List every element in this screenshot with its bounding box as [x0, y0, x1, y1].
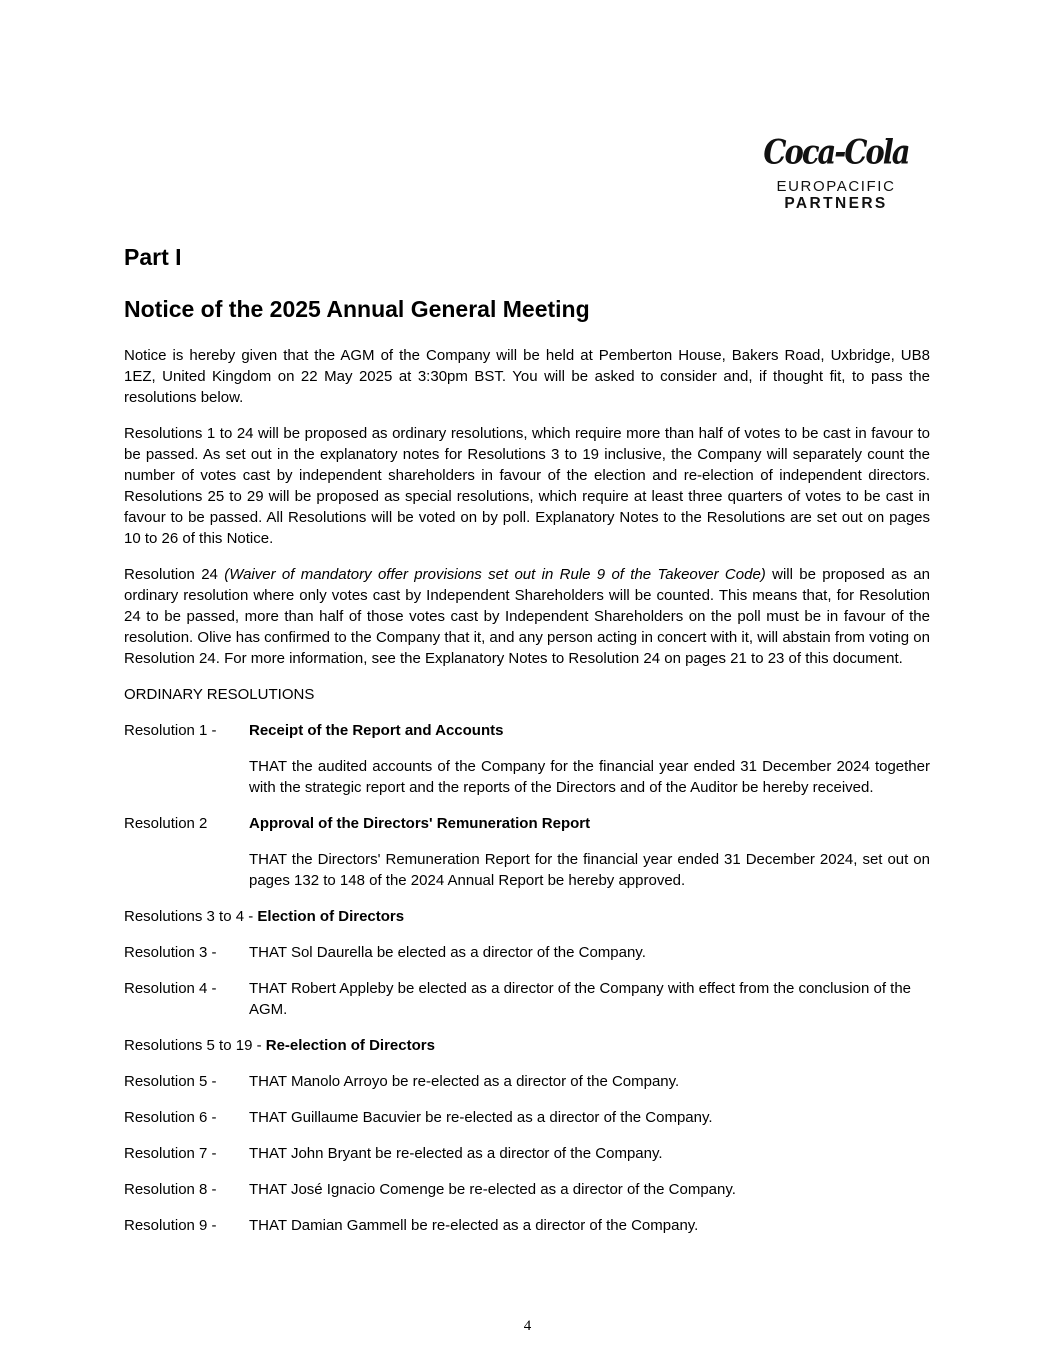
resolution-2-body: THAT the Directors' Remuneration Report for the financial year ended 31 December 2024, set out on pages 132 to 148 of the 2024 Annual Report be hereby approved.	[249, 851, 930, 889]
intro-paragraph-1: Notice is hereby given that the AGM of the Company will be held at Pemberton House, Bakers Road, Uxbridge, UB8 1EZ, United Kingdom on 22 May 2025 at 3:30pm BST. You will be asked to consider and, if thought fit, to pass the resolutions below.	[124, 347, 930, 406]
resolution-5-row	[124, 1071, 930, 1092]
resolution-1-title: Receipt of the Report and Accounts	[249, 722, 504, 739]
resolution-8-label: Resolution 8 -	[124, 1181, 217, 1198]
group-heading-election-prefix: Resolutions 3 to 4 -	[124, 908, 258, 925]
resolution-6-row	[124, 1107, 930, 1128]
resolution-1-main	[249, 720, 930, 798]
resolution-3-text: THAT Sol Daurella be elected as a director of the Company.	[249, 944, 646, 961]
paragraph-3-suffix: will be proposed as an ordinary resolution where only votes cast by Independent Shareholders will be counted. This means that, for Resolution 24 to be passed, more than half of those votes cast by Independent Shareholders on the poll must be in favour of the resolution. Olive has confirmed to the Company that it, and any person acting in concert with it, will abstain from voting on Resolution 24. For more information, see the Explanatory Notes to Resolution 24 on pages 21 to 23 of this document.	[124, 566, 930, 667]
group-heading-election	[124, 906, 930, 927]
coca-cola-script-wordmark: Coca-Cola	[763, 132, 909, 172]
resolution-3-row	[124, 942, 930, 963]
paragraph-3-prefix: Resolution 24	[124, 566, 225, 583]
resolution-5-text: THAT Manolo Arroyo be re-elected as a director of the Company.	[249, 1073, 680, 1090]
resolution-9-row	[124, 1215, 930, 1236]
resolution-1-body: THAT the audited accounts of the Company for the financial year ended 31 December 2024 together with the strategic report and the reports of the Directors and of the Auditor be hereby received.	[249, 758, 930, 796]
resolution-7-label: Resolution 7 -	[124, 1145, 217, 1162]
resolution-7-text: THAT John Bryant be re-elected as a director of the Company.	[249, 1145, 663, 1162]
page-number: 4	[523, 1318, 532, 1334]
resolution-4-row	[124, 978, 930, 1020]
resolution-2-row	[124, 813, 930, 891]
resolution-4-label: Resolution 4 -	[124, 980, 217, 997]
resolution-6-label: Resolution 6 -	[124, 1109, 217, 1126]
intro-paragraph-2: Resolutions 1 to 24 will be proposed as ordinary resolutions, which require more than half of votes to be cast in favour to be passed. As set out in the explanatory notes for Resolutions 3 to 19 inclusive, the Company will separately count the number of votes cast by independent shareholders in favour of the election and re-election of independent directors. Resolutions 25 to 29 will be proposed as special resolutions, which require at least three quarters of votes to be cast in favour to be passed. All Resolutions will be voted on by poll. Explanatory Notes to the Resolutions are set out on pages 10 to 26 of this Notice.	[124, 425, 930, 547]
resolution-2-label: Resolution 2	[124, 815, 208, 832]
resolution-9-text: THAT Damian Gammell be re-elected as a director of the Company.	[249, 1217, 699, 1234]
group-heading-reelection-prefix: Resolutions 5 to 19 -	[124, 1037, 266, 1054]
resolution-1-label: Resolution 1 -	[124, 722, 217, 739]
resolution-4-text: THAT Robert Appleby be elected as a director of the Company with effect from the conclusion of the AGM.	[249, 980, 912, 1018]
part-heading: Part I	[124, 244, 182, 270]
resolution-9-label: Resolution 9 -	[124, 1217, 217, 1234]
group-heading-reelection	[124, 1035, 930, 1056]
logo-partners-text: PARTNERS	[784, 195, 888, 212]
resolution-5-label: Resolution 5 -	[124, 1073, 217, 1090]
company-logo	[760, 126, 912, 213]
resolution-6-text: THAT Guillaume Bacuvier be re-elected as a director of the Company.	[249, 1109, 713, 1126]
resolution-2-title: Approval of the Directors' Remuneration Report	[249, 815, 591, 832]
resolution-3-label: Resolution 3 -	[124, 944, 217, 961]
resolution-8-row	[124, 1179, 930, 1200]
logo-europacific-text: EUROPACIFIC	[776, 178, 896, 195]
intro-paragraph-3	[124, 564, 930, 669]
resolution-2-main	[249, 813, 930, 891]
ordinary-resolutions-heading: ORDINARY RESOLUTIONS	[124, 686, 315, 703]
group-heading-election-title: Election of Directors	[257, 908, 405, 925]
resolution-7-row	[124, 1143, 930, 1164]
resolution-1-row	[124, 720, 930, 798]
document-body	[124, 245, 930, 1251]
resolution-8-text: THAT José Ignacio Comenge be re-elected as a director of the Company.	[249, 1181, 736, 1198]
paragraph-3-italic-clause: (Waiver of mandatory offer provisions set out in Rule 9 of the Takeover Code)	[224, 566, 766, 583]
page-title: Notice of the 2025 Annual General Meeting	[124, 296, 590, 322]
group-heading-reelection-title: Re-election of Directors	[265, 1037, 435, 1054]
